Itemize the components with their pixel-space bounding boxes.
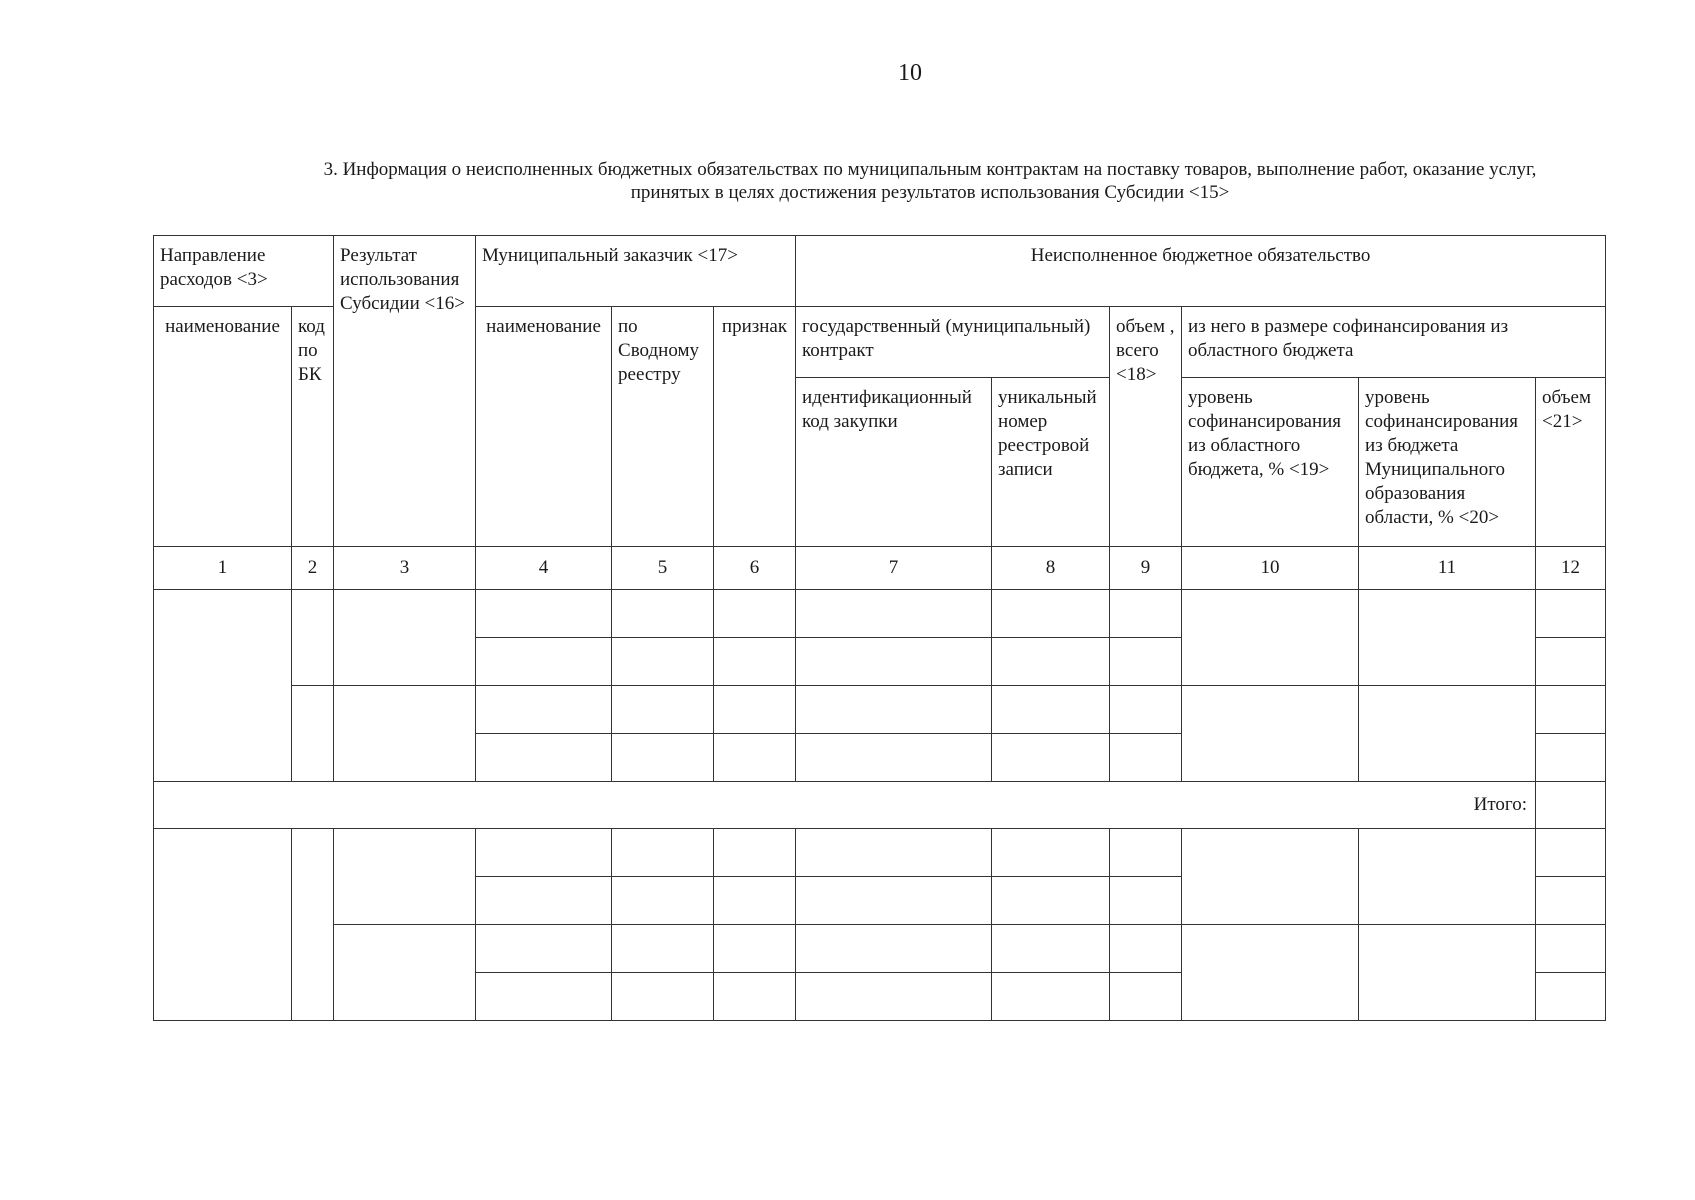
table-cell <box>1359 686 1536 782</box>
table-row <box>154 590 1606 638</box>
table-cell <box>334 925 476 1021</box>
table-cell <box>1110 590 1182 638</box>
table-cell <box>992 925 1110 973</box>
table-cell <box>796 925 992 973</box>
total-label: Итого: <box>154 782 1536 829</box>
table-cell <box>154 590 292 782</box>
total-value <box>1536 782 1606 829</box>
table-cell <box>476 877 612 925</box>
table-cell <box>1536 877 1606 925</box>
table-cell <box>714 829 796 877</box>
column-number-row <box>154 547 1606 590</box>
table-cell <box>796 638 992 686</box>
table-cell <box>714 973 796 1021</box>
header-expense-direction: Направление расходов <3> <box>154 236 334 307</box>
column-number: 6 <box>714 547 796 590</box>
header-attribute: признак <box>714 307 796 547</box>
table-cell <box>476 925 612 973</box>
table-cell <box>292 590 334 686</box>
table-row <box>154 829 1606 877</box>
table-cell <box>334 590 476 686</box>
header-purchase-id: идентификационный код закупки <box>796 378 992 547</box>
table-cell <box>476 590 612 638</box>
column-number: 10 <box>1182 547 1359 590</box>
table-cell <box>1110 686 1182 734</box>
table-cell <box>1359 829 1536 925</box>
table-cell <box>1110 877 1182 925</box>
table-cell <box>1359 590 1536 686</box>
header-cofinancing-volume: объем <21> <box>1536 378 1606 547</box>
column-number: 7 <box>796 547 992 590</box>
table-cell <box>1110 734 1182 782</box>
header-regional-level: уровень софинансирования из областного бюджета, % <19> <box>1182 378 1359 547</box>
table-cell <box>796 877 992 925</box>
table-cell <box>796 590 992 638</box>
table-cell <box>992 877 1110 925</box>
column-number: 1 <box>154 547 292 590</box>
table-cell <box>992 638 1110 686</box>
header-cofinancing: из него в размере софинансирования из областного бюджета <box>1182 307 1606 378</box>
table-cell <box>612 686 714 734</box>
header-unfulfilled-obligation: Неисполненное бюджетное обязательство <box>796 236 1606 307</box>
table-cell <box>796 686 992 734</box>
table-cell <box>612 973 714 1021</box>
header-expense-name: наименование <box>154 307 292 547</box>
table-cell <box>1110 829 1182 877</box>
header-subsidy-result: Результат использования Субсидии <16> <box>334 236 476 547</box>
table-cell <box>292 686 334 782</box>
table-cell <box>1110 925 1182 973</box>
table-cell <box>714 590 796 638</box>
column-number: 2 <box>292 547 334 590</box>
table-cell <box>1536 590 1606 638</box>
table-cell <box>992 686 1110 734</box>
column-number: 4 <box>476 547 612 590</box>
table-cell <box>1110 638 1182 686</box>
table-cell <box>796 973 992 1021</box>
table-cell <box>476 829 612 877</box>
header-volume-total: объем , всего <18> <box>1110 307 1182 547</box>
unfulfilled-obligations-table <box>153 235 1606 1021</box>
table-cell <box>1536 925 1606 973</box>
table-cell <box>714 638 796 686</box>
column-number: 11 <box>1359 547 1536 590</box>
header-expense-code: код по БК <box>292 307 334 547</box>
section-title-line-2: принятых в целях достижения результатов использования Субсидии <15> <box>630 182 1230 203</box>
header-consolidated-registry: по Сводному реестру <box>612 307 714 547</box>
table-cell <box>612 734 714 782</box>
table-cell <box>476 973 612 1021</box>
header-customer-name: наименование <box>476 307 612 547</box>
table-cell <box>1359 925 1536 1021</box>
column-number: 3 <box>334 547 476 590</box>
table-cell <box>796 829 992 877</box>
table-cell <box>476 734 612 782</box>
table-cell <box>1536 973 1606 1021</box>
column-number: 5 <box>612 547 714 590</box>
column-number: 8 <box>992 547 1110 590</box>
table-cell <box>796 734 992 782</box>
table-cell <box>1536 734 1606 782</box>
table-cell <box>612 590 714 638</box>
section-title-line-1: 3. Информация о неисполненных бюджетных обязательствах по муниципальным контрактам на поставку товаров, выполнение работ, оказание услуг, <box>323 159 1537 180</box>
header-contract: государственный (муниципальный) контракт <box>796 307 1110 378</box>
table-cell <box>1182 829 1359 925</box>
table-cell <box>1536 686 1606 734</box>
table-row <box>154 925 1606 973</box>
table-cell <box>992 973 1110 1021</box>
table-cell <box>1182 686 1359 782</box>
table-cell <box>714 925 796 973</box>
column-number: 9 <box>1110 547 1182 590</box>
table-cell <box>334 686 476 782</box>
column-number: 12 <box>1536 547 1606 590</box>
page-number: 10 <box>898 60 922 86</box>
header-registry-number: уникальный номер реестровой записи <box>992 378 1110 547</box>
header-municipal-customer: Муниципальный заказчик <17> <box>476 236 796 307</box>
table-cell <box>292 829 334 1021</box>
table-cell <box>612 925 714 973</box>
header-municipal-level: уровень софинансирования из бюджета Муниципального образования области, % <20> <box>1359 378 1536 547</box>
table-cell <box>612 638 714 686</box>
total-row <box>154 782 1606 829</box>
table-cell <box>154 829 292 1021</box>
table-row <box>154 686 1606 734</box>
table-cell <box>714 877 796 925</box>
table-cell <box>992 590 1110 638</box>
table-cell <box>476 686 612 734</box>
header-row-1 <box>154 236 1606 307</box>
table-cell <box>334 829 476 925</box>
table-cell <box>714 734 796 782</box>
table-cell <box>992 829 1110 877</box>
table-cell <box>1182 925 1359 1021</box>
table-cell <box>1182 590 1359 686</box>
table-cell <box>1110 973 1182 1021</box>
section-title <box>210 158 1650 204</box>
table-cell <box>612 829 714 877</box>
table-cell <box>1536 638 1606 686</box>
table-cell <box>992 734 1110 782</box>
table-cell <box>612 877 714 925</box>
table-cell <box>476 638 612 686</box>
table-cell <box>714 686 796 734</box>
table-cell <box>1536 829 1606 877</box>
